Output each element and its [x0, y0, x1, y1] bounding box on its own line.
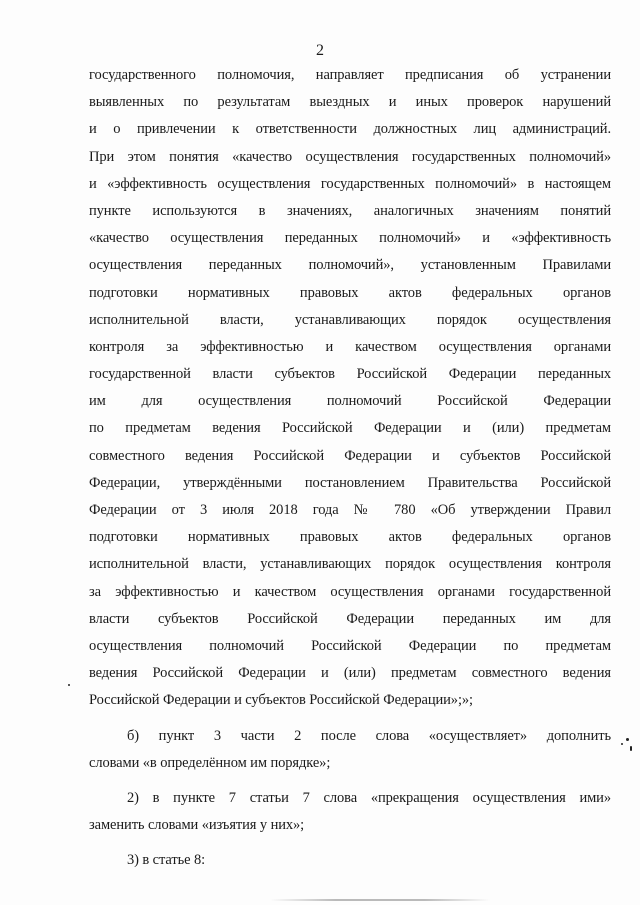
text-line: Федерации от 3 июля 2018 года № 780 «Об утверждении Правил — [89, 502, 611, 518]
text-line: и о привлечении к ответственности должностных лиц администраций. — [89, 121, 611, 138]
scan-speck — [68, 684, 70, 686]
text-line: по предметам ведения Российской Федерации и (или) предметам — [89, 420, 611, 437]
paragraph-2-line: заменить словами «изъятия у них»; — [89, 817, 305, 834]
page-number: 2 — [316, 42, 324, 59]
paragraph-3-line: 3) в статье 8: — [127, 852, 206, 869]
text-line: При этом понятия «качество осуществления государственных полномочий» — [89, 148, 611, 165]
text-line: ведения Российской Федерации и (или) предметам совместного ведения — [89, 665, 611, 682]
text-line: контроля за эффективностью и качеством осуществления органами — [89, 338, 611, 355]
text-line: власти субъектов Российской Федерации переданных им для — [89, 610, 611, 627]
text-line: подготовки нормативных правовых актов федеральных органов — [89, 284, 611, 301]
scan-speck — [626, 738, 629, 741]
scan-edge-mark — [270, 899, 490, 901]
text-line: государственной власти субъектов Российской Федерации переданных — [89, 366, 611, 383]
text-line: Российской Федерации и субъектов Российской Федерации»;»; — [89, 692, 473, 709]
text-line: исполнительной власти, устанавливающих порядок осуществления контроля — [89, 556, 611, 573]
scan-speck — [621, 743, 623, 745]
scan-speck — [630, 746, 632, 751]
text-line: Федерации, утверждёнными постановлением Правительства Российской — [89, 474, 611, 491]
text-line: совместного ведения Российской Федерации и субъектов Российской — [89, 447, 611, 464]
paragraph-b-line: словами «в определённом им порядке»; — [89, 754, 331, 771]
text-line: пункте используются в значениях, аналогичных значениям понятий — [89, 202, 611, 219]
document-body — [89, 62, 611, 874]
text-line: осуществления переданных полномочий», установленным Правилами — [89, 257, 611, 274]
text-line: и «эффективность осуществления государственных полномочий» в настоящем — [89, 175, 611, 192]
paragraph-2-line: 2) в пункте 7 статьи 7 слова «прекращения осуществления ими» — [127, 789, 611, 806]
text-line: осуществления полномочий Российской Федерации по предметам — [89, 637, 611, 654]
text-line: им для осуществления полномочий Российской Федерации — [89, 393, 611, 410]
text-line: «качество осуществления переданных полномочий» и «эффективность — [89, 230, 611, 247]
text-line: выявленных по результатам выездных и иных проверок нарушений — [89, 94, 611, 111]
text-line: исполнительной власти, устанавливающих порядок осуществления — [89, 311, 611, 328]
text-line: подготовки нормативных правовых актов федеральных органов — [89, 529, 611, 546]
text-line: государственного полномочия, направляет предписания об устранении — [89, 67, 611, 83]
text-line: за эффективностью и качеством осуществления органами государственной — [89, 583, 611, 600]
paragraph-b-line: б) пункт 3 части 2 после слова «осуществляет» дополнить — [127, 727, 611, 744]
